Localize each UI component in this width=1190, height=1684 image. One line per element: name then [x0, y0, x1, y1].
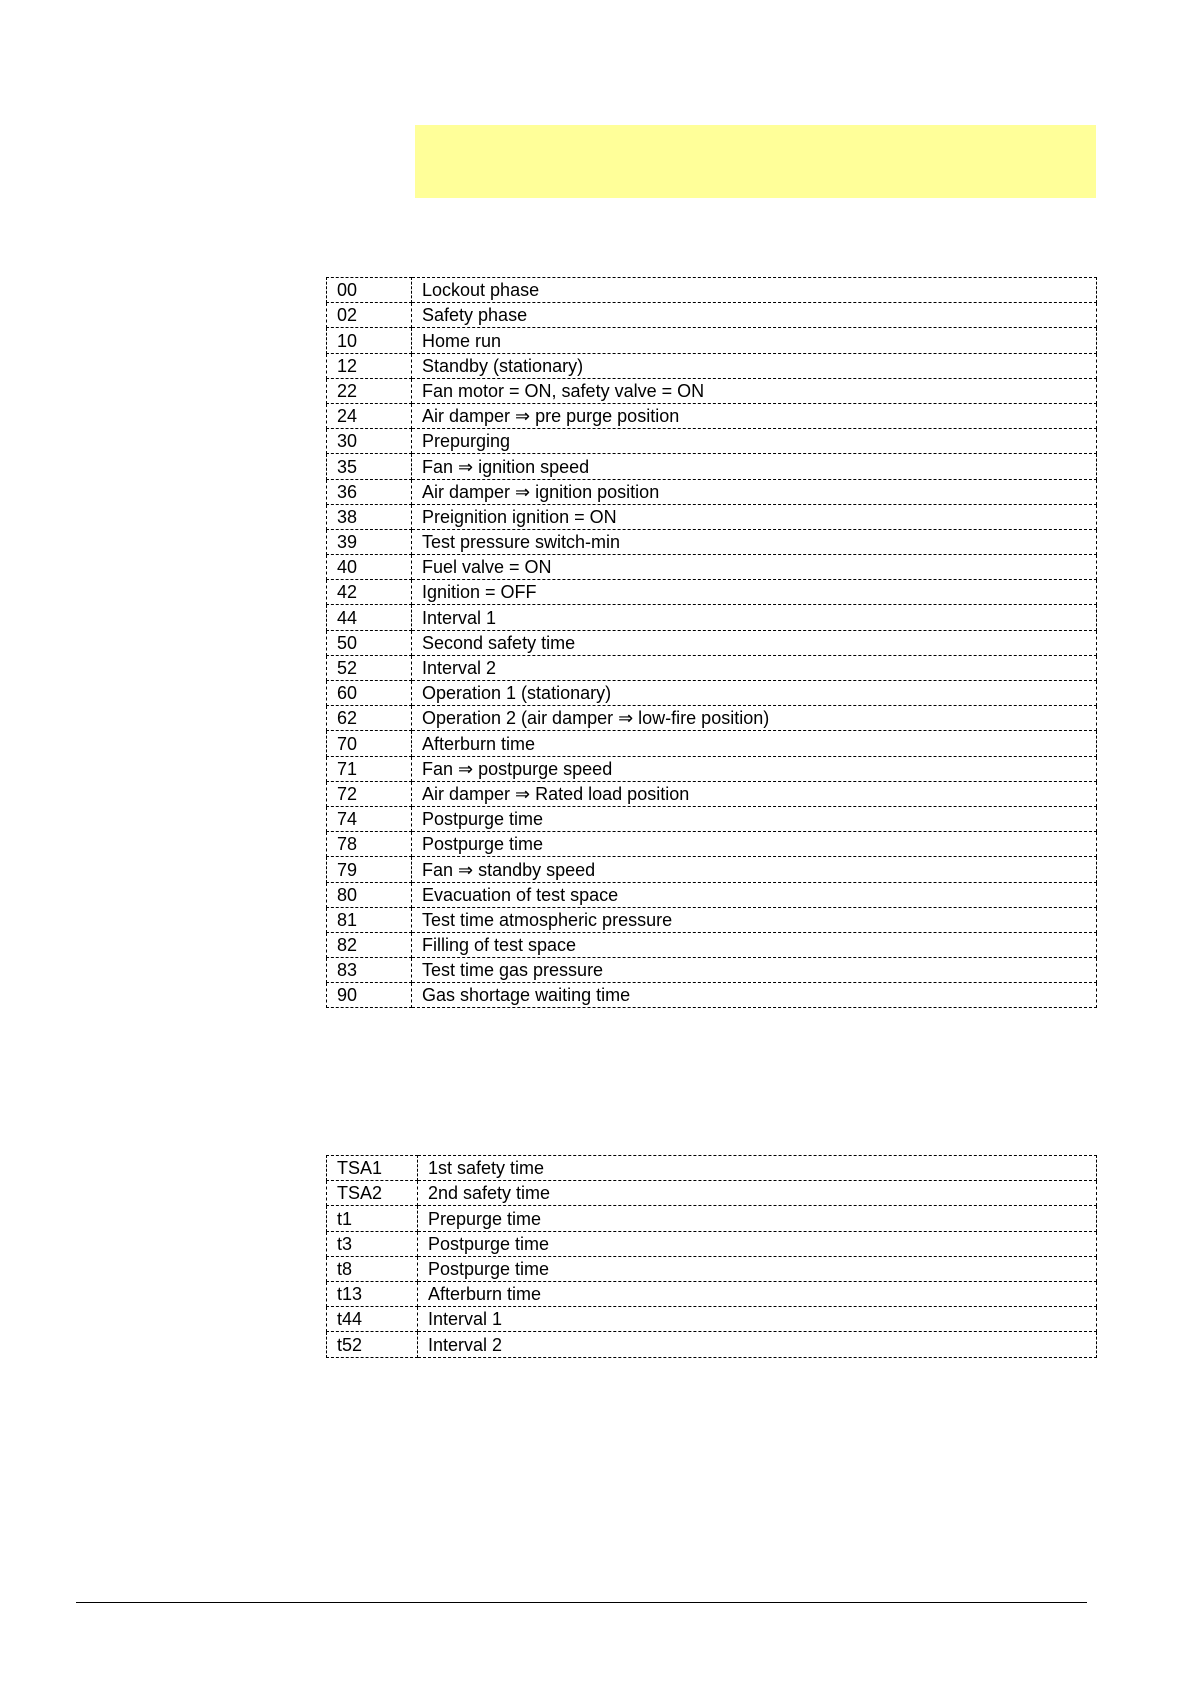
code-cell: 52	[327, 655, 412, 680]
table-row	[327, 630, 1097, 655]
code-cell: 00	[327, 278, 412, 303]
description-cell: Postpurge time	[412, 806, 1097, 831]
table-row	[327, 932, 1097, 957]
table-row	[327, 529, 1097, 554]
table-row	[327, 907, 1097, 932]
code-cell: 30	[327, 429, 412, 454]
description-cell: Operation 2 (air damper ⇒ low-fire position)	[412, 706, 1097, 731]
table-row	[327, 353, 1097, 378]
description-cell: Interval 2	[412, 655, 1097, 680]
table-row	[327, 1231, 1097, 1256]
description-cell: Fan motor = ON, safety valve = ON	[412, 378, 1097, 403]
table-row	[327, 303, 1097, 328]
table-row	[327, 403, 1097, 428]
time-table	[326, 1155, 1097, 1358]
table-row	[327, 328, 1097, 353]
code-cell: t52	[327, 1332, 418, 1357]
phase-table	[326, 277, 1097, 1008]
description-cell: Test time atmospheric pressure	[412, 907, 1097, 932]
table-row	[327, 832, 1097, 857]
table-row	[327, 1332, 1097, 1357]
code-cell: 60	[327, 681, 412, 706]
table-row	[327, 857, 1097, 882]
table-row	[327, 958, 1097, 983]
description-cell: Air damper ⇒ ignition position	[412, 479, 1097, 504]
table-row	[327, 1256, 1097, 1281]
table-row	[327, 781, 1097, 806]
table-row	[327, 1156, 1097, 1181]
table-row	[327, 731, 1097, 756]
code-cell: t13	[327, 1281, 418, 1306]
code-cell: 80	[327, 882, 412, 907]
description-cell: Gas shortage waiting time	[412, 983, 1097, 1008]
description-cell: Interval 2	[418, 1332, 1097, 1357]
code-cell: 42	[327, 580, 412, 605]
table-row	[327, 580, 1097, 605]
table-row	[327, 504, 1097, 529]
description-cell: Fuel valve = ON	[412, 555, 1097, 580]
description-cell: Test pressure switch-min	[412, 529, 1097, 554]
code-cell: 83	[327, 958, 412, 983]
code-cell: 82	[327, 932, 412, 957]
description-cell: Test time gas pressure	[412, 958, 1097, 983]
table-row	[327, 278, 1097, 303]
code-cell: 02	[327, 303, 412, 328]
code-cell: t3	[327, 1231, 418, 1256]
table-row	[327, 454, 1097, 479]
description-cell: Interval 1	[412, 605, 1097, 630]
code-cell: 71	[327, 756, 412, 781]
description-cell: Preignition ignition = ON	[412, 504, 1097, 529]
table-row	[327, 605, 1097, 630]
code-cell: 39	[327, 529, 412, 554]
code-cell: TSA1	[327, 1156, 418, 1181]
description-cell: Afterburn time	[418, 1281, 1097, 1306]
table-row	[327, 378, 1097, 403]
table-row	[327, 756, 1097, 781]
table-row	[327, 429, 1097, 454]
description-cell: Air damper ⇒ Rated load position	[412, 781, 1097, 806]
table-row	[327, 706, 1097, 731]
description-cell: Fan ⇒ standby speed	[412, 857, 1097, 882]
code-cell: t44	[327, 1307, 418, 1332]
description-cell: Second safety time	[412, 630, 1097, 655]
code-cell: 10	[327, 328, 412, 353]
table-row	[327, 555, 1097, 580]
code-cell: 12	[327, 353, 412, 378]
table-row	[327, 1181, 1097, 1206]
code-cell: 24	[327, 403, 412, 428]
code-cell: 72	[327, 781, 412, 806]
code-cell: 44	[327, 605, 412, 630]
description-cell: Interval 1	[418, 1307, 1097, 1332]
table-row	[327, 655, 1097, 680]
code-cell: 22	[327, 378, 412, 403]
description-cell: Filling of test space	[412, 932, 1097, 957]
description-cell: Prepurging	[412, 429, 1097, 454]
description-cell: Postpurge time	[412, 832, 1097, 857]
description-cell: Prepurge time	[418, 1206, 1097, 1231]
footer-divider	[76, 1602, 1087, 1603]
description-cell: Fan ⇒ postpurge speed	[412, 756, 1097, 781]
description-cell: Standby (stationary)	[412, 353, 1097, 378]
code-cell: 74	[327, 806, 412, 831]
description-cell: Ignition = OFF	[412, 580, 1097, 605]
description-cell: Postpurge time	[418, 1231, 1097, 1256]
code-cell: 78	[327, 832, 412, 857]
description-cell: Operation 1 (stationary)	[412, 681, 1097, 706]
description-cell: Safety phase	[412, 303, 1097, 328]
description-cell: Evacuation of test space	[412, 882, 1097, 907]
code-cell: 81	[327, 907, 412, 932]
code-cell: 36	[327, 479, 412, 504]
description-cell: 2nd safety time	[418, 1181, 1097, 1206]
code-cell: 79	[327, 857, 412, 882]
highlight-box	[415, 125, 1096, 198]
code-cell: 50	[327, 630, 412, 655]
table-row	[327, 1281, 1097, 1306]
table-row	[327, 1206, 1097, 1231]
code-cell: 35	[327, 454, 412, 479]
description-cell: Afterburn time	[412, 731, 1097, 756]
description-cell: Home run	[412, 328, 1097, 353]
code-cell: 70	[327, 731, 412, 756]
code-cell: 90	[327, 983, 412, 1008]
description-cell: Lockout phase	[412, 278, 1097, 303]
code-cell: TSA2	[327, 1181, 418, 1206]
description-cell: Air damper ⇒ pre purge position	[412, 403, 1097, 428]
table-row	[327, 983, 1097, 1008]
code-cell: t1	[327, 1206, 418, 1231]
code-cell: 62	[327, 706, 412, 731]
description-cell: Postpurge time	[418, 1256, 1097, 1281]
description-cell: Fan ⇒ ignition speed	[412, 454, 1097, 479]
code-cell: t8	[327, 1256, 418, 1281]
code-cell: 38	[327, 504, 412, 529]
code-cell: 40	[327, 555, 412, 580]
table-row	[327, 681, 1097, 706]
table-row	[327, 882, 1097, 907]
table-row	[327, 1307, 1097, 1332]
description-cell: 1st safety time	[418, 1156, 1097, 1181]
table-row	[327, 479, 1097, 504]
table-row	[327, 806, 1097, 831]
